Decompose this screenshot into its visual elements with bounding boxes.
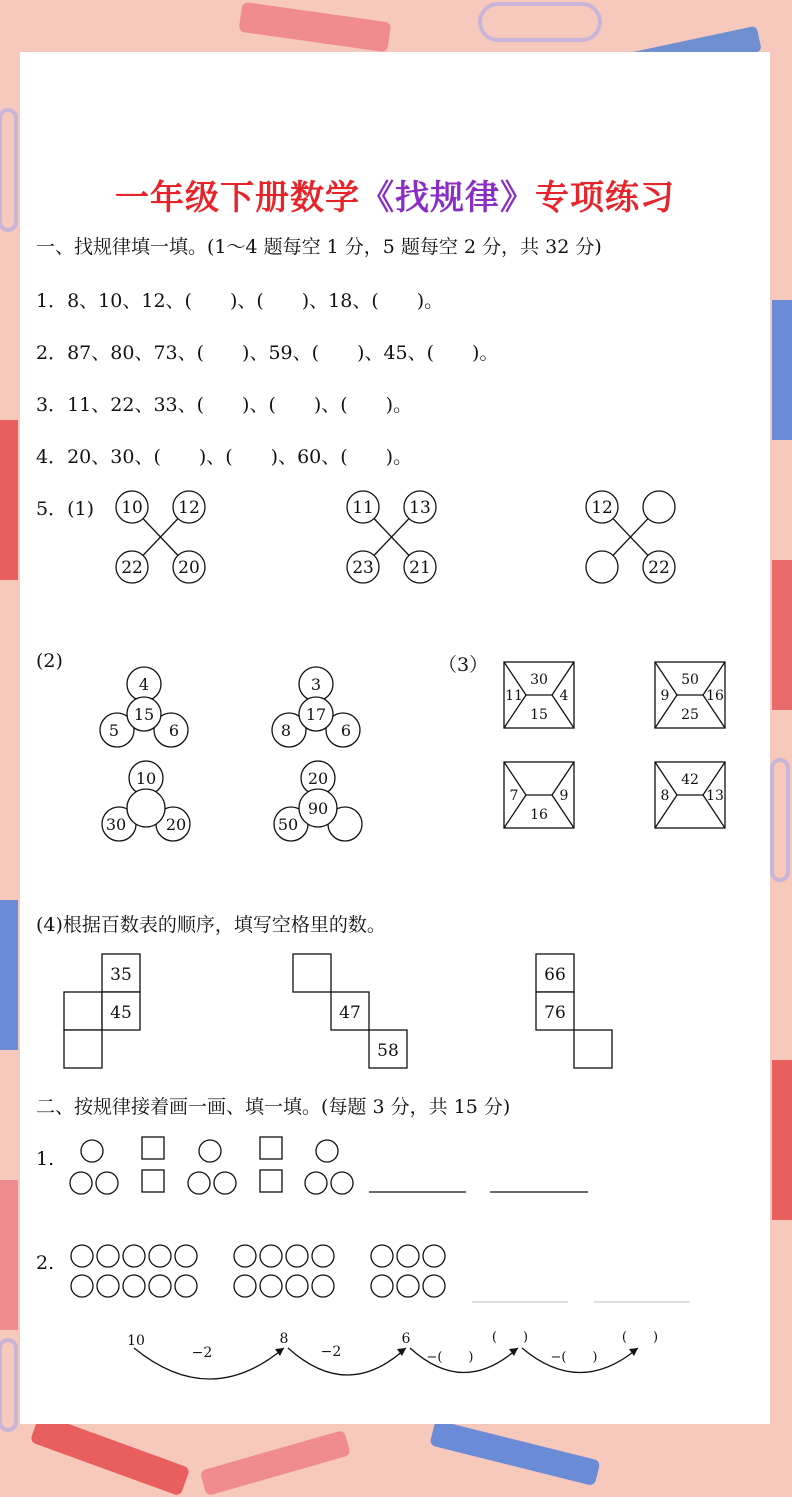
square-diagram	[655, 762, 725, 828]
section1-heading: 一、找规律填一填。(1～4 题每空 1 分，5 题每空 2 分，共 32 分)	[36, 236, 602, 258]
square-number: 11	[505, 688, 523, 704]
clover-number: 30	[105, 815, 127, 834]
square-number: 4	[559, 688, 569, 704]
question-4: 4．20、30、( )、( )、60、( )。	[36, 446, 413, 468]
clover-diagram	[100, 667, 188, 747]
hundred-grid	[536, 954, 612, 1068]
square-number: 16	[530, 807, 548, 823]
jump-blank: ( )	[621, 1330, 659, 1345]
clover-number: 10	[135, 769, 157, 788]
square-number: 16	[706, 688, 724, 704]
question-2: 2．87、80、73、( )、59、( )、45、( )。	[36, 342, 499, 364]
cross-number: 21	[409, 558, 431, 578]
grid-number: 47	[339, 1003, 361, 1023]
cross-number: 13	[409, 498, 431, 518]
square-number: 15	[530, 707, 548, 723]
shape-pattern	[70, 1137, 588, 1194]
jump-operation: −( )	[550, 1350, 598, 1365]
section2-question-1-label: 1.	[36, 1148, 55, 1170]
circle-groups	[71, 1245, 690, 1302]
hundred-grid	[293, 954, 407, 1068]
grid-number: 58	[377, 1041, 399, 1061]
clover-number: 20	[307, 769, 329, 788]
clover-number: 8	[280, 721, 292, 740]
clover-diagram	[102, 761, 190, 841]
grid-number: 35	[110, 965, 132, 985]
cross-number: 12	[178, 498, 200, 518]
cross-diagram	[586, 491, 675, 583]
square-number: 9	[660, 688, 670, 704]
worksheet-page	[20, 52, 770, 1424]
jump-number: 10	[127, 1333, 145, 1349]
square-number: 7	[509, 788, 519, 804]
square-number: 30	[530, 672, 548, 688]
clover-number: 17	[305, 705, 327, 724]
jump-operation: −( )	[426, 1350, 474, 1365]
grid-number: 76	[544, 1003, 566, 1023]
square-diagram	[655, 662, 725, 728]
clover-number: 6	[168, 721, 180, 740]
square-number: 9	[559, 788, 569, 804]
clover-number: 4	[138, 675, 150, 694]
page-title: 一年级下册数学《找规律》专项练习	[115, 178, 675, 218]
question-5-2-label: (2)	[36, 650, 63, 672]
cross-number: 10	[121, 498, 143, 518]
square-diagram	[504, 662, 574, 728]
hundred-grid	[64, 954, 140, 1068]
clover-number: 5	[108, 721, 120, 740]
clover-number: 3	[310, 675, 322, 694]
jump-number: 8	[279, 1331, 289, 1347]
cross-number: 20	[178, 558, 200, 578]
question-3: 3．11、22、33、( )、( )、( )。	[36, 394, 413, 416]
clover-number: 50	[277, 815, 299, 834]
square-number: 50	[681, 672, 699, 688]
question-1: 1．8、10、12、( )、( )、18、( )。	[36, 290, 444, 312]
grid-number: 45	[110, 1003, 132, 1023]
jump-operation: −2	[320, 1344, 342, 1360]
cross-number: 11	[352, 498, 374, 518]
clover-number: 90	[307, 799, 329, 818]
section2-heading: 二、按规律接着画一画、填一填。(每题 3 分，共 15 分)	[36, 1096, 511, 1118]
square-number: 42	[681, 772, 699, 788]
square-diagram	[504, 762, 574, 828]
clover-number: 20	[165, 815, 187, 834]
jump-blank: ( )	[491, 1330, 529, 1345]
square-number: 13	[706, 788, 724, 804]
cross-number: 12	[591, 498, 613, 518]
cross-diagram	[116, 491, 205, 583]
grid-number: 66	[544, 965, 566, 985]
question-5-3-label: （3）	[438, 654, 489, 676]
clover-diagram	[274, 761, 362, 841]
jump-number-line	[127, 1330, 658, 1379]
jump-number: 6	[401, 1331, 411, 1347]
question-5-label: 5．(1)	[36, 498, 95, 520]
square-number: 8	[660, 788, 670, 804]
cross-number: 22	[648, 558, 670, 578]
clover-diagram	[272, 667, 360, 747]
question-5-4-label: (4)根据百数表的顺序，填写空格里的数。	[36, 914, 386, 936]
jump-operation: −2	[191, 1345, 213, 1361]
cross-diagram	[347, 491, 436, 583]
figures-layer	[20, 52, 770, 1424]
clover-number: 6	[340, 721, 352, 740]
square-number: 25	[681, 707, 699, 723]
cross-number: 23	[352, 558, 374, 578]
cross-number: 22	[121, 558, 143, 578]
clover-number: 15	[133, 705, 155, 724]
section2-question-2-label: 2.	[36, 1252, 55, 1274]
